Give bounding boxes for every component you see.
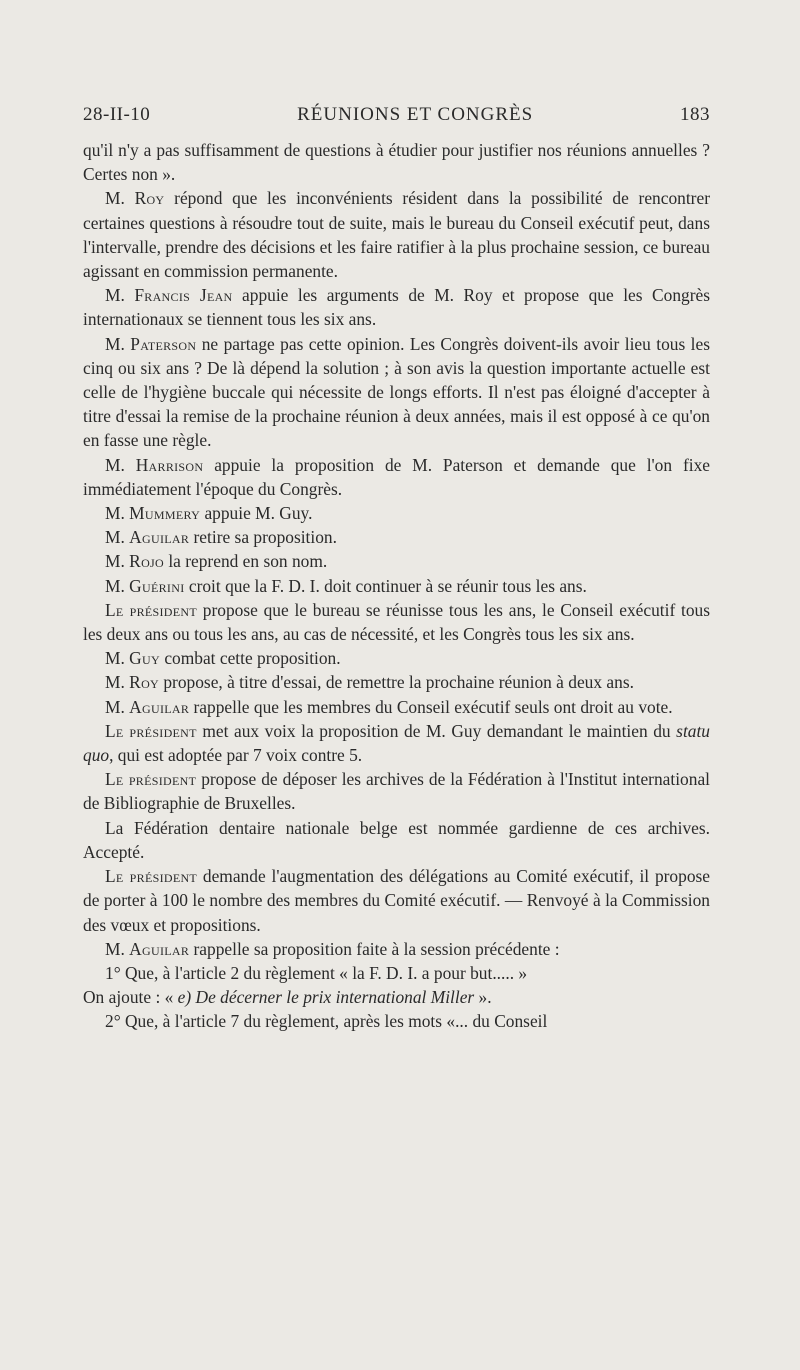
speaker-name: Aguilar	[129, 696, 190, 717]
paragraph: M. Roy propose, à titre d'essai, de remettre la prochaine réunion à deux ans.	[105, 672, 634, 693]
paragraph: 1° Que, à l'article 2 du règlement « la F. D. I. a pour but..... »	[105, 962, 528, 983]
page-number: 183	[679, 104, 710, 125]
speaker-name: Le président	[105, 720, 197, 741]
speaker-name: Le président	[105, 599, 197, 620]
paragraph: M. Harrison appuie la proposition de M. Paterson et demande que l'on fixe immédiatement l'époque du Congrès.	[83, 454, 710, 499]
speaker-name: Le président	[105, 866, 198, 887]
paragraph: qu'il n'y a pas suffisamment de questions à étudier pour justifier nos réunions annuelles ? Certes non ».	[83, 140, 710, 185]
paragraph: Le président propose que le bureau se réunisse tous les ans, le Conseil exécutif tous les deux ans ou tous les ans, au cas de nécessité, et les Congrès tous les six ans.	[83, 599, 711, 645]
speaker-name: Harrison	[135, 454, 204, 475]
speaker-name: Guérini	[129, 575, 185, 596]
paragraph: La Fédération dentaire nationale belge est nommée gardienne de ces archives. Accepté.	[83, 817, 710, 862]
paragraph: M. Paterson ne partage pas cette opinion. Les Congrès doivent-ils avoir lieu tous les cinq ou six ans ? De là dépend la solution ; à son avis la question importante actuelle est celle de l'hygiène buccale qui nécessite de longs efforts. Il n'est pas éloigné d'accepter à titre d'essai la remise de la prochaine réunion à deux années, mais il est opposé à ce qu'on en fasse une règle.	[83, 333, 710, 451]
paragraph: M. Roy répond que les inconvénients résident dans la possibilité de rencontrer certaines questions à résoudre tout de suite, mais le bureau du Conseil exécutif peut, dans l'intervalle, prendre des décisions et les faire ratifier à la plus prochaine session, ce bureau agissant en commission permanente.	[83, 188, 710, 282]
paragraph: M. Aguilar rappelle que les membres du Conseil exécutif seuls ont droit au vote.	[105, 696, 673, 717]
paragraph: M. Aguilar rappelle sa proposition faite à la session précédente :	[105, 938, 560, 959]
paragraph: M. Mummery appuie M. Guy.	[105, 503, 313, 524]
paragraph: Le président propose de déposer les archives de la Fédération à l'Institut international de Bibliographie de Bruxelles.	[83, 769, 710, 814]
paragraph: M. Aguilar retire sa proposition.	[105, 527, 337, 548]
paragraph: M. Guérini croit que la F. D. I. doit continuer à se réunir tous les ans.	[105, 575, 587, 596]
paragraph: M. Guy combat cette proposition.	[105, 648, 341, 669]
speaker-name: Francis Jean	[134, 285, 233, 306]
paragraph: 2° Que, à l'article 7 du règlement, après les mots «... du Conseil	[105, 1011, 548, 1032]
header-date: 28-II-10	[83, 104, 151, 125]
speaker-name: Roy	[129, 672, 160, 693]
paragraph: On ajoute : « e) De décerner le prix international Miller ».	[83, 987, 492, 1008]
body-text	[83, 138, 710, 1034]
speaker-name: Guy	[129, 648, 160, 669]
paragraph: Le président met aux voix la proposition de M. Guy demandant le maintien du statu quo, qui est adoptée par 7 voix contre 5.	[83, 720, 710, 766]
paragraph: M. Francis Jean appuie les arguments de M. Roy et propose que les Congrès internationaux se tiennent tous les six ans.	[83, 285, 710, 330]
paragraph: M. Rojo la reprend en son nom.	[105, 551, 328, 572]
header-title: RÉUNIONS ET CONGRÈS	[297, 104, 534, 125]
speaker-name: Paterson	[130, 333, 197, 354]
speaker-name: Aguilar	[129, 938, 190, 959]
speaker-name: Rojo	[129, 551, 164, 572]
running-header	[83, 104, 710, 126]
speaker-name: Le président	[105, 769, 197, 790]
paragraph: Le président demande l'augmentation des délégations au Comité exécutif, il propose de porter à 100 le nombre des membres du Comité exécutif. — Renvoyé à la Commission des vœux et propositions.	[83, 866, 710, 935]
speaker-name: Aguilar	[129, 527, 190, 548]
speaker-name: Roy	[134, 188, 165, 209]
speaker-name: Mummery	[129, 503, 201, 524]
